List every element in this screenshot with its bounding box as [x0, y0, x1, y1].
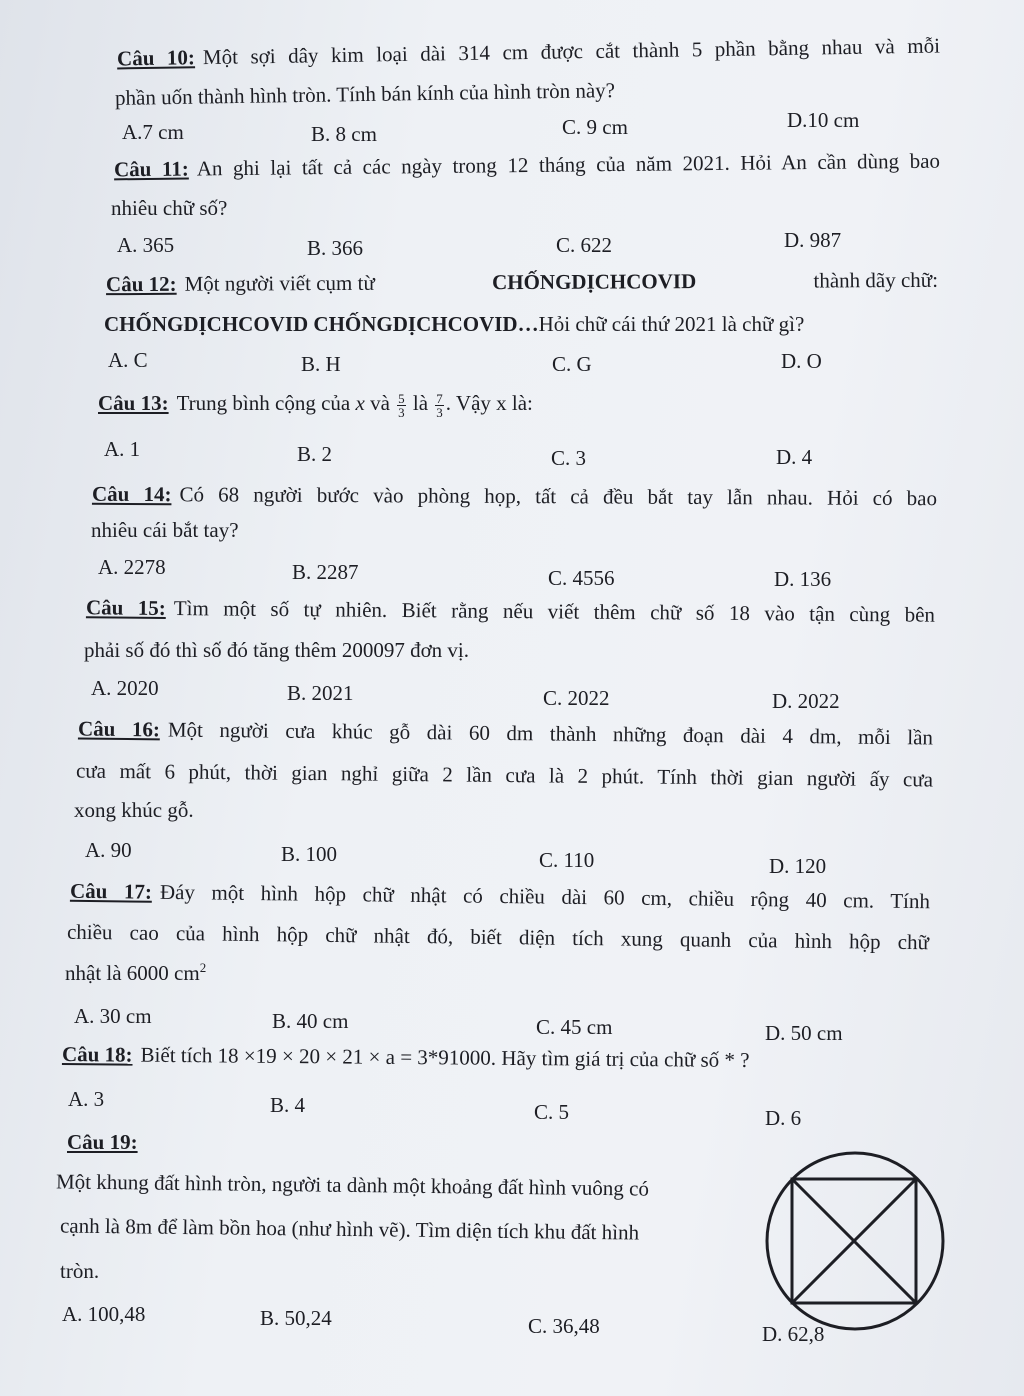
q13-text-is: là — [412, 391, 429, 415]
q19-option-a: A. 100,48 — [62, 1302, 146, 1326]
q16-label: Câu 16: — [77, 716, 161, 742]
q19-text-1: Một khung đất hình tròn, người ta dành một khoảng đất hình vuông có — [55, 1169, 650, 1201]
q11-text-1: An ghi lại tất cả các ngày trong 12 tháng của năm 2021. Hỏi An cần dùng bao — [196, 148, 941, 181]
q17-line2 — [67, 920, 929, 956]
q19-line1 — [56, 1169, 649, 1201]
q17-text-1: Đáy một hình hộp chữ nhật có chiều dài 60 cm, chiều rộng 40 cm. Tính — [159, 879, 931, 914]
q11-option-a: A. 365 — [117, 233, 175, 257]
q14-option-c: C. 4556 — [548, 566, 615, 590]
q19-line3 — [60, 1259, 99, 1284]
q17-option-a: A. 30 cm — [74, 1004, 152, 1028]
q11-option-c: C. 622 — [556, 233, 613, 257]
q13-text-pre: Trung bình cộng của — [176, 391, 351, 415]
q11-label: Câu 11: — [113, 156, 189, 182]
q17-option-c: C. 45 cm — [536, 1015, 613, 1039]
q14-option-d: D. 136 — [774, 567, 832, 591]
q12-option-c: C. G — [552, 352, 592, 376]
q13-option-b: B. 2 — [297, 442, 333, 466]
q14-label: Câu 14: — [91, 481, 172, 507]
q11-option-d: D. 987 — [784, 228, 842, 252]
q12-option-b: B. H — [301, 352, 341, 376]
q16-option-b: B. 100 — [281, 842, 338, 866]
q19-label: Câu 19: — [67, 1130, 138, 1154]
q15-line1 — [86, 595, 935, 627]
q16-text-3: xong khúc gỗ. — [74, 798, 194, 822]
q17-line3 — [65, 960, 206, 986]
q15-option-d: D. 2022 — [772, 689, 840, 713]
q18-option-c: C. 5 — [534, 1100, 570, 1124]
q16-line2 — [76, 759, 933, 793]
q13-frac1-num: 5 — [398, 390, 405, 406]
q10-text-2: phần uốn thành hình tròn. Tính bán kính của hình tròn này? — [114, 78, 616, 110]
q12-question: Hỏi chữ cái thứ 2021 là chữ gì? — [538, 312, 805, 336]
q10-option-c: C. 9 cm — [562, 115, 628, 139]
q10-line1 — [117, 34, 940, 72]
q17-text-3: nhật là 6000 cm — [65, 961, 200, 985]
q13-label: Câu 13: — [98, 391, 169, 415]
q15-option-a: A. 2020 — [91, 676, 159, 700]
q17-option-d: D. 50 cm — [765, 1021, 843, 1045]
q12-option-d: D. O — [781, 349, 822, 373]
q15-label: Câu 15: — [85, 595, 166, 620]
q13-text-and: và — [370, 391, 390, 415]
q17-option-b: B. 40 cm — [272, 1009, 349, 1033]
q16-text-2: cưa mất 6 phút, thời gian nghỉ giữa 2 lần cưa là 2 phút. Tính thời gian người ấy cưa — [75, 758, 934, 792]
q16-text-1: Một người cưa khúc gỗ dài 60 dm thành những đoạn dài 4 dm, mỗi lần — [167, 717, 934, 750]
q13-option-a: A. 1 — [104, 437, 141, 461]
q16-line3 — [74, 798, 194, 823]
q15-line2 — [84, 638, 469, 663]
q18-option-b: B. 4 — [270, 1093, 306, 1117]
q17-label: Câu 17: — [69, 878, 153, 904]
q10-text-1: Một sợi dây kim loại dài 314 cm được cắt thành 5 phần bằng nhau và mỗi — [202, 33, 941, 70]
q17-text-2: chiều cao của hình hộp chữ nhật đó, biết diện tích xung quanh của hình hộp chữ — [66, 919, 930, 955]
q16-option-c: C. 110 — [539, 848, 595, 872]
q14-line1 — [92, 482, 937, 511]
q11-line2 — [111, 196, 227, 221]
q13-variable-x: x — [355, 391, 365, 415]
q11-line1 — [114, 149, 940, 183]
q10-label: Câu 10: — [116, 45, 196, 71]
q15-option-b: B. 2021 — [287, 681, 354, 705]
q13-line1 — [98, 391, 533, 419]
q19-option-b: B. 50,24 — [260, 1306, 332, 1330]
q15-text-2: phải số đó thì số đó tăng thêm 200097 đơn vị. — [84, 638, 470, 662]
q12-text-post: thành dãy chữ: — [813, 267, 939, 293]
q19-option-d: D. 62,8 — [762, 1322, 825, 1346]
q19-line2 — [60, 1213, 639, 1245]
q18-option-a: A. 3 — [68, 1087, 105, 1111]
q12-line1 — [106, 268, 938, 297]
q15-option-c: C. 2022 — [543, 686, 610, 710]
q14-option-b: B. 2287 — [292, 560, 359, 584]
q17-line1 — [70, 879, 930, 915]
q13-text-post: . Vậy x là: — [445, 391, 533, 415]
q14-text-2: nhiêu cái bắt tay? — [91, 518, 239, 542]
q12-line2 — [104, 312, 804, 337]
q11-text-2: nhiêu chữ số? — [111, 196, 228, 220]
q13-frac1-den: 3 — [398, 404, 405, 420]
circle-square-figure — [760, 1145, 950, 1335]
q10-option-a: A.7 cm — [122, 120, 184, 144]
q12-label: Câu 12: — [105, 271, 177, 297]
q12-phrase: CHỐNGDỊCHCOVID — [491, 269, 697, 295]
q18-option-d: D. 6 — [765, 1106, 802, 1130]
q13-fraction-1 — [397, 392, 406, 419]
q18-label: Câu 18: — [61, 1042, 133, 1067]
q19-heading — [67, 1130, 146, 1155]
q13-frac2-den: 3 — [436, 404, 443, 420]
q13-option-d: D. 4 — [776, 445, 813, 469]
q12-text-pre: Một người viết cụm từ — [184, 270, 375, 296]
q19-text-3: tròn. — [60, 1259, 100, 1283]
q10-line2 — [115, 78, 615, 111]
q18-text: Biết tích 18 ×19 × 20 × 21 × a = 3*91000. Hãy tìm giá trị của chữ số * ? — [140, 1042, 750, 1072]
q10-option-d: D.10 cm — [787, 108, 860, 132]
q19-option-c: C. 36,48 — [528, 1314, 600, 1338]
q14-option-a: A. 2278 — [98, 555, 166, 579]
q17-exponent: 2 — [199, 960, 207, 975]
q13-fraction-2 — [435, 392, 444, 419]
q12-sequence: CHỐNGDỊCHCOVID CHỐNGDỊCHCOVID… — [104, 312, 539, 336]
q13-frac2-num: 7 — [436, 390, 443, 406]
q19-text-2: cạnh là 8m để làm bồn hoa (như hình vẽ). Tìm diện tích khu đất hình — [59, 1213, 640, 1245]
q11-option-b: B. 366 — [307, 236, 364, 260]
q12-option-a: A. C — [108, 348, 148, 372]
q18-line1 — [62, 1042, 750, 1073]
q14-text-1: Có 68 người bước vào phòng họp, tất cả đều bắt tay lẫn nhau. Hỏi có bao — [179, 482, 938, 511]
q16-option-a: A. 90 — [85, 838, 132, 862]
q13-option-c: C. 3 — [551, 446, 587, 470]
q10-option-b: B. 8 cm — [311, 122, 377, 146]
q15-text-1: Tìm một số tự nhiên. Biết rằng nếu viết thêm chữ số 18 vào tận cùng bên — [173, 596, 936, 627]
q16-line1 — [78, 717, 933, 751]
q14-line2 — [91, 518, 239, 543]
q16-option-d: D. 120 — [769, 854, 827, 878]
